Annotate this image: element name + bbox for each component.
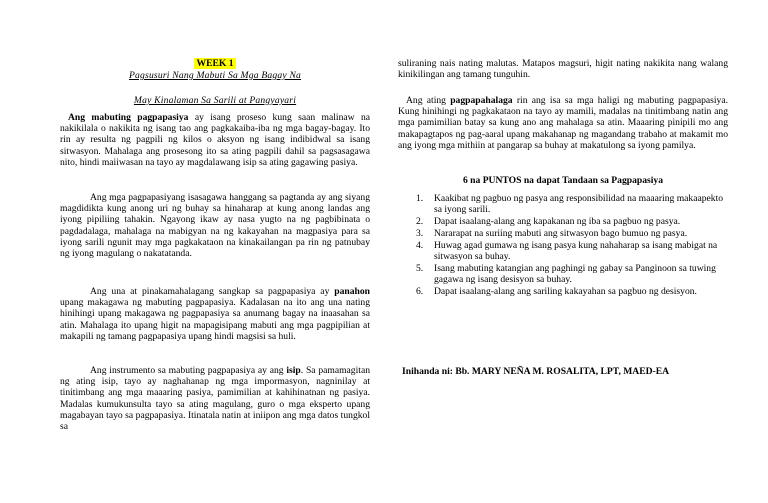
paragraph-time xyxy=(60,286,370,342)
list-item-number: 4. xyxy=(416,239,424,251)
list-item-number: 6. xyxy=(416,285,424,297)
paragraph-time-keyword: panahon xyxy=(334,286,370,297)
paragraph-growth: Ang mga pagpapasiyang isasagawa hanggang sa pagtanda ay ang siyang magdidikta kung anong uri ng buhay sa hinaharap at kung anong landas ang iyong pipiliing tahakin. Ngayong ikaw ay nasa yugto na ng pagbibinata o pagdadalaga, mahalaga na mabigyan na ng kakayahan na magpasiya para sa iyong sarili ngunit may mga pagkakataon na kinakailangan pa rin ng patnubay ng iyong magulang o nakatatanda. xyxy=(60,192,370,260)
prepared-by-signature: Inihanda ni: Bb. MARY NEÑA M. ROSALITA, LPT, MAED-EA xyxy=(402,366,670,377)
list-item-number: 1. xyxy=(416,193,424,204)
list-item xyxy=(416,193,728,216)
right-column xyxy=(398,0,728,503)
list-item xyxy=(416,239,728,262)
paragraph-values-body: rin ang isa sa mga haligi ng mabuting pagpapasiya. Kung hinihingi ng pagkakataon na tayo ay mamili, madalas na tinitimbang natin ang mga pamimilian batay sa kung ano ang mahalaga sa atin. Maaaring pinipili mo ang makapagtapos ng pag-aaral upang makahanap ng magandang trabaho at makamit mo ang iyong mga mithiin at pangarap sa buhay at makatulong sa iyong pamilya. xyxy=(398,95,728,151)
paragraph-mind-pre: Ang instrumento sa mabuting pagpapasiya ay ang xyxy=(90,365,287,376)
paragraph-definition-body: ay isang proseso kung saan malinaw na nakikilala o nakikita ng isang tao ang pagkakaiba-iba ng mga bagay-bagay. Ito rin ay resulta ng pagpili ng kilos o aksyon ng isang indibidwal sa isang sitwasyon. Mahalaga ang prosesong ito sa ating pagpili dahil sa pagsasagawa nito, hindi maiiwasan na tayo ay magdalawang isip sa ating gagawing pasiya. xyxy=(60,112,371,168)
list-item-number: 2. xyxy=(416,216,424,227)
paragraph-definition xyxy=(60,112,370,168)
list-item xyxy=(416,262,728,285)
paragraph-time-body: upang makagawa ng mabuting pagpapasiya. Kadalasan na ito ang una nating hinihingi upang makagawa ng pagpapasiya sa anumang bagay na inaasahan sa atin. Mahalaga ito upang higit na mapagisipang mabuti ang mga pagpipilian at makapili ng tamang pagpapasiya upang hindi magsisi sa huli. xyxy=(60,297,370,342)
list-item-text: Nararapat na suriing mabuti ang sitwasyon bago bumuo ng pasya. xyxy=(434,227,688,239)
week-heading-wrap xyxy=(60,58,370,69)
paragraph-values-pre: Ang ating xyxy=(406,95,451,106)
left-column xyxy=(60,0,370,503)
points-heading-part-a: 6 na PUNTOS na dapat xyxy=(462,175,563,186)
paragraph-values-keyword: pagpapahalaga xyxy=(450,95,513,106)
paragraph-definition-lead: Ang mabuting pagpapasiya xyxy=(68,112,189,123)
paragraph-continuation: suliraning nais nating malutas. Matapos magsuri, higit nating nakikita nang walang kinikilingan ang tamang tunguhin. xyxy=(398,58,728,81)
list-item-number: 5. xyxy=(416,262,424,274)
list-item xyxy=(416,285,728,297)
list-item-text: Dapat isaalang-alang ang sariling kakayahan sa pagbuo ng desisyon. xyxy=(434,285,697,297)
points-heading xyxy=(398,175,728,186)
list-item-number: 3. xyxy=(416,227,424,239)
paragraph-time-pre: Ang una at pinakamahalagang sangkap sa pagpapasiya ay xyxy=(90,286,335,297)
paragraph-mind-keyword: isip xyxy=(286,365,301,376)
list-item xyxy=(416,227,728,239)
paragraph-values xyxy=(398,95,728,151)
points-heading-part-b: Tandaan sa Pagpapasiya xyxy=(562,175,664,186)
week-heading: WEEK 1 xyxy=(196,58,234,69)
paragraph-mind-body: . Sa pamamagitan ng ating isip, tayo ay naghahanap ng mga impormasyon, nagninilay at tinitimbang ang mga maaaring pasiya, pamimilian at kahihinatnan ng pasiya. Madalas kumukunsulta tayo sa ating magulang, guro o mga eksperto upang magabayan tayo sa pagpapasiya. Itinatala natin at iniipon ang mga datos tungkol sa xyxy=(60,365,370,433)
list-item-text: Kaakibat ng pagbuo ng pasya ang responsibilidad na maaaring makaapekto sa iyong sarili. xyxy=(434,193,724,216)
paragraph-mind xyxy=(60,365,370,432)
points-list xyxy=(398,193,728,297)
list-item-text: Huwag agad gumawa ng isang pasya kung nahaharap sa isang mabigat na sitwasyon sa buhay. xyxy=(434,239,718,262)
title-line-2: May Kinalaman Sa Sarili at Pangyayari xyxy=(133,95,297,106)
list-item-text: Isang mabuting katangian ang paghingi ng gabay sa Panginoon sa tuwing gagawa ng isang desisyon sa buhay. xyxy=(434,262,716,285)
list-item xyxy=(416,216,728,227)
list-item-text: Dapat isaalang-alang ang kapakanan ng iba sa pagbuo ng pasya. xyxy=(434,216,681,227)
title-line-1: Pagsusuri Nang Mabuti Sa Mga Bagay Na xyxy=(128,70,302,81)
